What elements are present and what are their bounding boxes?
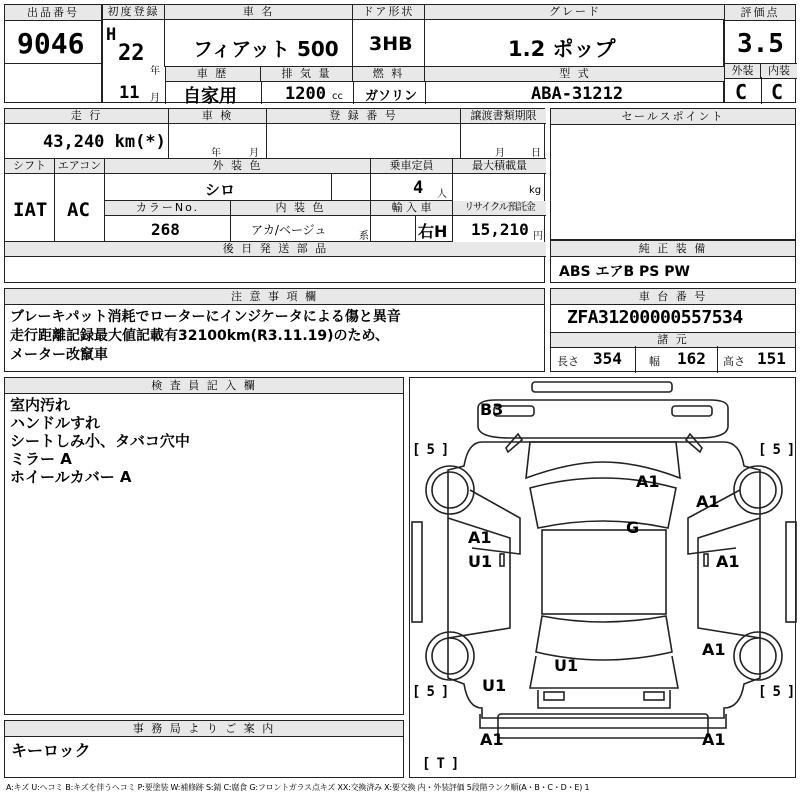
damage-code-front-bumper: B3 <box>480 400 504 419</box>
chassis-label: 車 台 番 号 <box>551 289 795 305</box>
chassis-number: ZFA31200000557534 <box>567 307 743 328</box>
spec-vline-2 <box>717 346 718 373</box>
reg-vline <box>165 67 166 104</box>
inspector-line-1: 室内汚れ <box>10 396 71 414</box>
inspector-line-5: ホイールカバー A <box>10 468 132 486</box>
caution-box <box>4 288 545 372</box>
import: 右H <box>418 222 448 241</box>
door-type: 3HB <box>369 33 413 55</box>
damage-code-windshield: G <box>626 518 640 537</box>
inspector-line-4: ミラー A <box>10 450 72 468</box>
later-label: 後 日 発 送 部 品 <box>5 242 546 257</box>
reg-year: 22 <box>118 41 145 66</box>
office-text: キーロック <box>11 741 91 760</box>
spec-vline-1 <box>635 346 636 373</box>
reg-month: 11 <box>119 83 140 103</box>
damage-code-left-rear: U1 <box>482 676 507 695</box>
reg-month-unit: 月 <box>150 93 160 104</box>
capacity-label: 乗車定員 <box>371 159 453 174</box>
ac: AC <box>67 199 90 221</box>
score-label: 評価点 <box>725 5 795 21</box>
color: シロ <box>205 181 236 199</box>
caution-label: 注 意 事 項 欄 <box>5 289 544 305</box>
length-label: 長さ <box>557 355 579 368</box>
fuel-label: 燃 料 <box>353 67 425 82</box>
damage-code-right-rear-fender: A1 <box>702 640 726 659</box>
intcolor: アカ/ベージュ <box>251 223 327 237</box>
recycle: 15,210 <box>471 220 529 239</box>
length: 354 <box>593 349 622 368</box>
transfer-month: 月 <box>495 148 505 159</box>
width-label: 幅 <box>649 355 660 368</box>
tire-rear-left: [ 5 ] <box>412 684 450 700</box>
plate-cell <box>267 123 461 159</box>
fuel-vline <box>425 81 426 104</box>
damage-code-hood: A1 <box>636 472 660 491</box>
fuel: ガソリン <box>365 89 418 104</box>
disp-unit: cc <box>332 91 343 102</box>
tire-rear-right: [ 5 ] <box>758 684 796 700</box>
reg-year-unit: 年 <box>150 66 160 77</box>
damage-diagram <box>409 377 796 778</box>
damage-code-right-door: A1 <box>716 552 740 571</box>
history: 自家用 <box>183 86 237 107</box>
inspector-box <box>4 377 404 715</box>
grade-label: グレード <box>425 5 725 20</box>
reg-label: 初度登録 <box>103 5 165 20</box>
import-label: 輸 入 車 <box>371 201 453 216</box>
damage-code-right-front-fender: A1 <box>696 492 720 511</box>
height-label: 高さ <box>723 355 745 368</box>
damage-code-trunk: U1 <box>554 656 579 675</box>
ext-label: 外装 <box>725 63 761 79</box>
lot-number: 9046 <box>17 27 85 60</box>
tire-spare-value: T <box>436 756 445 772</box>
reg-era: H <box>106 25 117 45</box>
tire-front-left-value: 5 <box>426 442 435 458</box>
score: 3.5 <box>737 29 784 59</box>
tire-rear-left-value: 5 <box>426 684 435 700</box>
sales-box <box>550 108 796 240</box>
shift-label: シフト <box>5 159 55 174</box>
colorno: 268 <box>151 220 180 239</box>
damage-code-rear-right: A1 <box>702 730 726 749</box>
ac-label: エアコン <box>55 159 105 174</box>
tire-front-right-value: 5 <box>772 442 781 458</box>
sales-label: セールスポイント <box>551 109 795 125</box>
name-label: 車 名 <box>165 5 353 20</box>
capacity-unit: 人 <box>437 189 447 200</box>
recycle-unit: 円 <box>533 231 543 242</box>
score-vline <box>761 77 762 104</box>
tire-spare: [ T ] <box>422 756 460 772</box>
capacity: 4 <box>413 178 424 198</box>
intcolor-label: 内 装 色 <box>231 201 371 216</box>
color-subline <box>331 173 332 201</box>
mileage: 43,240 km(*) <box>43 132 166 152</box>
details-box <box>4 108 545 283</box>
height: 151 <box>757 349 786 368</box>
shift: IAT <box>13 199 48 221</box>
transfer-label: 譲渡書類期限 <box>461 109 546 124</box>
disp-label: 排 気 量 <box>261 67 353 82</box>
inspect-year: 年 <box>211 148 221 159</box>
recycle-label: リサイクル預託金 <box>453 201 546 216</box>
mileage-label: 走 行 <box>5 109 169 124</box>
main-info-box <box>102 4 724 107</box>
grade: 1.2 ポップ <box>508 37 616 61</box>
width: 162 <box>677 349 706 368</box>
equip-box <box>550 240 796 283</box>
color-label: 外 装 色 <box>105 159 371 174</box>
equip: ABS エアB PS PW <box>559 264 690 280</box>
inspector-line-3: シートしみ小、タバコ穴中 <box>10 432 190 450</box>
plate-label: 登 録 番 号 <box>267 109 461 124</box>
score-box <box>724 4 796 103</box>
history-label: 車 歴 <box>165 67 261 82</box>
spec-label: 諸 元 <box>551 332 795 348</box>
inspector-label: 検 査 員 記 入 欄 <box>5 378 403 394</box>
door-label: ドア形状 <box>353 5 425 20</box>
lot-divider <box>5 63 103 64</box>
int-label: 内装 <box>761 63 797 79</box>
damage-code-rear-left: A1 <box>480 730 504 749</box>
lot-box <box>4 4 102 103</box>
inspector-line-2: ハンドルすれ <box>10 414 101 432</box>
colorno-label: カラーNo. <box>105 201 231 216</box>
equip-label: 純 正 装 備 <box>551 241 795 257</box>
model-code: ABA-31212 <box>531 84 624 104</box>
office-label: 事 務 局 よ り ご 案 内 <box>5 721 403 737</box>
tire-front-right: [ 5 ] <box>758 442 796 458</box>
legend: A:キズ U:ヘコミ B:キズを伴うヘコミ P:要塗装 W:補修跡 S:錆 C:腐食 G:フロントガラス点キズ XX:交換済み X:要交換 内・外装評価 5段階ランク順(A・B・C・D・E) 1 <box>6 783 590 792</box>
inspect-month: 月 <box>249 148 259 159</box>
caution-line-3: メーター改竄車 <box>10 347 108 363</box>
intcolor-unit: 系 <box>359 231 369 242</box>
chassis-box <box>550 288 796 372</box>
displacement: 1200 <box>285 84 326 104</box>
inspect-label: 車 検 <box>169 109 267 124</box>
tire-front-left: [ 5 ] <box>412 442 450 458</box>
load-unit: kg <box>529 185 542 196</box>
import-subline <box>415 215 416 242</box>
damage-code-left-door-u: U1 <box>468 552 493 571</box>
ext-grade: C <box>735 80 748 104</box>
damage-code-left-door-a: A1 <box>468 528 492 547</box>
tire-rear-right-value: 5 <box>772 684 781 700</box>
caution-line-2: 走行距離記録最大値記載有32100km(R3.11.19)のため、 <box>10 328 389 344</box>
car-name: フィアット 500 <box>193 37 339 61</box>
office-box <box>4 720 404 778</box>
transfer-day: 日 <box>531 148 541 159</box>
lot-label: 出品番号 <box>5 5 101 21</box>
hist-vline <box>261 81 262 104</box>
car-outline <box>410 378 797 779</box>
caution-line-1: ブレーキパット消耗でローターにインジケータによる傷と異音 <box>10 309 401 325</box>
int-grade: C <box>771 80 784 104</box>
disp-vline <box>353 81 354 104</box>
load-label: 最大積載量 <box>453 159 546 174</box>
model-label: 型 式 <box>425 67 725 82</box>
